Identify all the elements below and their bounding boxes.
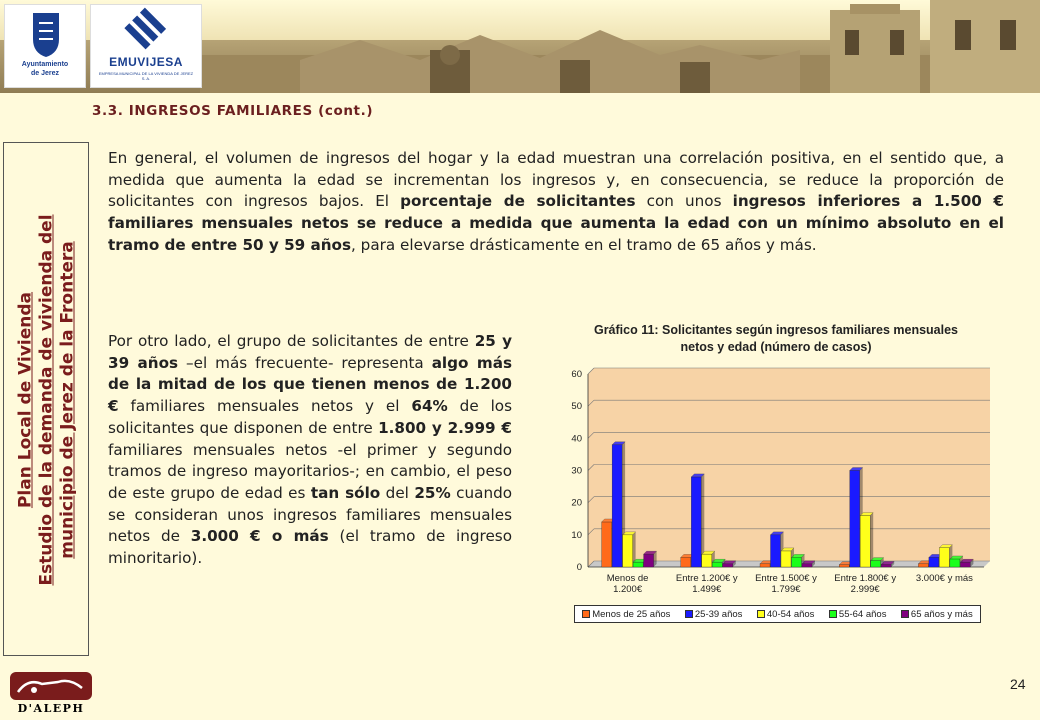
bar-0-3 bbox=[633, 562, 643, 567]
legend-swatch-0 bbox=[582, 610, 590, 618]
daleph-mark-icon bbox=[8, 670, 94, 702]
bar-3-0 bbox=[839, 565, 849, 567]
p1-text1: En general, el volumen de ingresos del hogar y la edad muestran una correlación positiva, en el sentido que, a medida que aumenta la edad se incrementan los ingresos y, en consecuencia, se reduce la proporción de solicitantes con ingresos bajos. El bbox=[108, 149, 1004, 211]
page-number: 24 bbox=[1010, 676, 1026, 692]
y-tick-label-6: 60 bbox=[571, 369, 582, 380]
p2-bold6: 25% bbox=[414, 483, 451, 502]
section-title: 3.3. INGRESOS FAMILIARES (cont.) bbox=[92, 103, 374, 119]
bar-2-3 bbox=[792, 557, 802, 567]
chart-plot-area bbox=[588, 368, 990, 567]
jerez-crest-icon bbox=[5, 9, 87, 59]
legend-label-4: 65 años y más bbox=[910, 608, 973, 620]
p2-text1: Por otro lado, el grupo de solicitantes de entre bbox=[108, 332, 475, 350]
p2-text4: de los solicitantes que disponen de entre bbox=[108, 397, 512, 437]
y-tick-label-0: 0 bbox=[576, 562, 582, 573]
legend-item-2 bbox=[757, 609, 815, 620]
p2-text2: –el más frecuente- representa bbox=[178, 353, 432, 372]
p1-bold2: ingresos inferiores a 1.500 € familiares mensuales netos se reduce a medida que aumenta la edad con un mínimo absoluto en el tramo de entre 50 y 59 años bbox=[108, 192, 1004, 254]
p2-bold1: 25 y 39 años bbox=[108, 332, 512, 372]
bar-4-1 bbox=[929, 557, 939, 567]
bar-0-0 bbox=[602, 522, 612, 567]
sidebar-frame bbox=[3, 142, 89, 656]
bar-3-2 bbox=[860, 516, 870, 567]
intro-paragraph bbox=[108, 148, 1004, 257]
legend-swatch-4 bbox=[901, 610, 909, 618]
ayuntamiento-line2: de Jerez bbox=[30, 70, 60, 77]
bar-4-3 bbox=[950, 559, 960, 567]
bar-2-4 bbox=[802, 564, 812, 567]
detail-paragraph bbox=[108, 331, 512, 570]
emuvijesa-mark-icon bbox=[91, 7, 203, 55]
chart-title: Gráfico 11: Solicitantes según ingresos familiares mensuales netos y edad (número de casos) bbox=[593, 323, 959, 354]
x-tick-label-1-1: 1.499€ bbox=[692, 584, 722, 595]
legend-item-3 bbox=[829, 609, 887, 620]
legend-swatch-3 bbox=[829, 610, 837, 618]
y-tick-label-3: 30 bbox=[571, 465, 582, 477]
bar-1-2 bbox=[702, 554, 712, 567]
bar-1-0 bbox=[681, 557, 691, 567]
p2-bold4: 1.800 y 2.999 € bbox=[378, 418, 512, 437]
bar-0-1 bbox=[612, 445, 622, 567]
p1-bold1: porcentaje de solicitantes bbox=[400, 192, 636, 211]
p2-text6: del bbox=[380, 483, 415, 502]
legend-swatch-1 bbox=[685, 610, 693, 618]
daleph-logo bbox=[8, 670, 94, 716]
p2-bold3: 64% bbox=[411, 397, 448, 416]
bar-0-2 bbox=[623, 535, 633, 567]
x-tick-label-2-0: Entre 1.500€ y bbox=[755, 573, 817, 584]
ayuntamiento-logo bbox=[4, 4, 86, 88]
legend-item-4 bbox=[901, 609, 973, 620]
y-tick-label-5: 50 bbox=[571, 401, 582, 413]
legend-swatch-2 bbox=[757, 610, 765, 618]
chart-legend bbox=[574, 605, 981, 623]
bar-4-0 bbox=[918, 564, 928, 567]
p2-bold7: 3.000 € o más bbox=[190, 527, 329, 546]
x-tick-label-4-0: 3.000€ y más bbox=[915, 573, 973, 584]
x-tick-label-2-1: 1.799€ bbox=[771, 584, 801, 595]
legend-label-3: 55-64 años bbox=[838, 608, 887, 620]
bar-4-2 bbox=[939, 548, 949, 567]
sidebar-line3: municipio de Jerez de la Frontera bbox=[57, 241, 78, 559]
x-tick-label-3-0: Entre 1.800€ y bbox=[834, 573, 897, 584]
p2-text7: cuando se consideran unos ingresos familiares mensuales netos de bbox=[108, 483, 512, 546]
x-tick-label-0-1: 1.200€ bbox=[613, 584, 643, 595]
x-tick-label-0-0: Menos de bbox=[606, 573, 649, 584]
legend-item-0 bbox=[582, 609, 670, 620]
emuvijesa-name: EMUVIJESA bbox=[109, 55, 183, 69]
p1-text3: , para elevarse drásticamente en el tramo de 65 años y más. bbox=[351, 235, 817, 254]
p2-bold5: tan sólo bbox=[310, 483, 381, 502]
daleph-text: D'ALEPH bbox=[17, 702, 85, 715]
y-tick-label-2: 20 bbox=[571, 497, 582, 509]
bar-2-0 bbox=[760, 564, 770, 567]
sidebar-line1: Plan Local de Vivienda bbox=[15, 291, 36, 509]
emuvijesa-logo bbox=[90, 4, 202, 88]
p1-text2: con unos bbox=[635, 192, 733, 211]
bar-0-4 bbox=[644, 554, 654, 567]
bar-1-4 bbox=[723, 564, 733, 567]
x-tick-label-3-1: 2.999€ bbox=[850, 584, 880, 595]
bar-2-1 bbox=[771, 535, 781, 567]
bar-chart bbox=[540, 362, 1000, 604]
bar-3-3 bbox=[871, 561, 881, 567]
bar-1-1 bbox=[691, 477, 701, 567]
legend-label-0: Menos de 25 años bbox=[592, 608, 671, 620]
ayuntamiento-line1: Ayuntamiento bbox=[21, 61, 69, 68]
p2-bold2: algo más de la mitad de los que tienen menos de 1.200 € bbox=[108, 353, 512, 416]
legend-label-1: 25-39 años bbox=[694, 608, 743, 620]
p2-text5: familiares mensuales netos -el primer y segundo tramos de ingreso mayoritarios-; en cambio, el peso de este grupo de edad es bbox=[108, 440, 512, 502]
bar-3-4 bbox=[881, 564, 891, 567]
p2-text8: (el tramo de ingreso minoritario). bbox=[108, 527, 512, 568]
bar-4-4 bbox=[960, 562, 970, 567]
p2-text3: familiares mensuales netos y el bbox=[118, 397, 412, 416]
sidebar-vertical-title bbox=[16, 150, 79, 650]
x-tick-label-1-0: Entre 1.200€ y bbox=[675, 573, 738, 584]
emuvijesa-subtitle: EMPRESA MUNICIPAL DE LA VIVIENDA DE JEREZ S. A. bbox=[98, 71, 194, 81]
y-tick-label-1: 10 bbox=[571, 529, 582, 541]
y-tick-label-4: 40 bbox=[571, 433, 582, 445]
sidebar-line2: Estudio de la demanda de vivienda del bbox=[36, 214, 57, 586]
bar-3-1 bbox=[850, 471, 860, 568]
header-banner bbox=[0, 0, 1040, 93]
bar-2-2 bbox=[781, 551, 791, 567]
bar-1-3 bbox=[712, 562, 722, 567]
legend-label-2: 40-54 años bbox=[766, 608, 815, 620]
legend-item-1 bbox=[685, 609, 743, 620]
